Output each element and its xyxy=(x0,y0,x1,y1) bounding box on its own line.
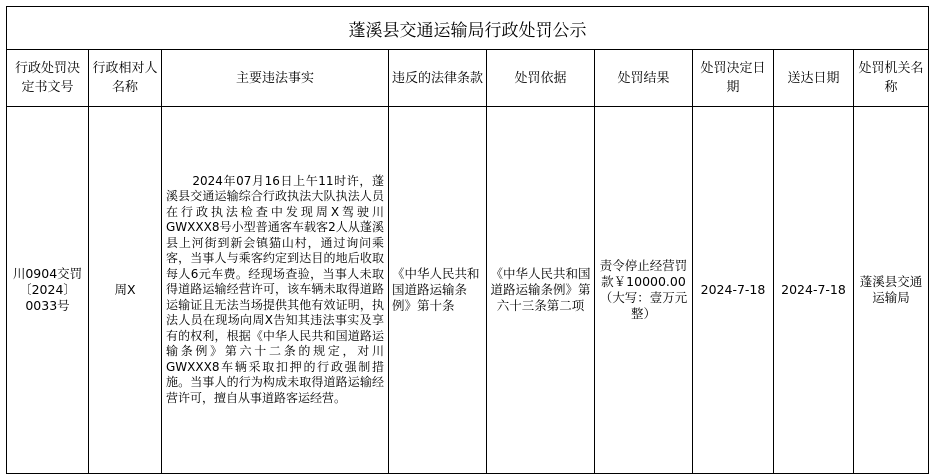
cell-party: 周X xyxy=(89,107,162,474)
cell-facts xyxy=(162,107,389,474)
header-result: 处罚结果 xyxy=(595,50,693,107)
cell-result: 责令停止经营罚款￥10000.00（大写：壹万元整） xyxy=(595,107,693,474)
cell-doc-no: 川0904交罚〔2024〕0033号 xyxy=(7,107,89,474)
cell-law-violated: 《中华人民共和国道路运输条例》第十条 xyxy=(389,107,487,474)
table-row xyxy=(7,107,929,474)
header-authority: 处罚机关名称 xyxy=(854,50,929,107)
header-doc-no: 行政处罚决定书文号 xyxy=(7,50,89,107)
facts-text: 2024年07月16日上午11时许，蓬溪县交通运输综合行政执法大队执法人员在行政执法检查中发现周X驾驶川GWXXX8号小型普通客车载客2人从蓬溪县上河街到新会镇猫山村，通过询问乘客，当事人与乘客约定到达目的地后收取每人6元车费。经现场查验，当事人未取得道路运输经营许可，该车辆未取得道路运输证且无法当场提供其他有效证明，执法人员在现场向周X告知其违法事实及享有的权利，根据《中华人民共和国道路运输条例》第六十二条的规定，对川GWXXX8车辆采取扣押的行政强制措施。当事人的行为构成未取得道路运输经营许可，擅自从事道路客运经营。 xyxy=(166,173,384,405)
penalty-notice-table xyxy=(6,6,929,474)
header-delivery-date: 送达日期 xyxy=(774,50,854,107)
header-basis: 处罚依据 xyxy=(487,50,595,107)
header-facts: 主要违法事实 xyxy=(162,50,389,107)
cell-basis: 《中华人民共和国道路运输条例》第六十三条第二项 xyxy=(487,107,595,474)
header-decision-date: 处罚决定日期 xyxy=(693,50,774,107)
cell-delivery-date: 2024-7-18 xyxy=(774,107,854,474)
header-row xyxy=(7,50,929,107)
header-party: 行政相对人名称 xyxy=(89,50,162,107)
table-title: 蓬溪县交通运输局行政处罚公示 xyxy=(7,7,929,50)
cell-authority: 蓬溪县交通运输局 xyxy=(854,107,929,474)
header-law-violated: 违反的法律条款 xyxy=(389,50,487,107)
cell-decision-date: 2024-7-18 xyxy=(693,107,774,474)
penalty-notice-table-wrapper xyxy=(6,6,928,470)
